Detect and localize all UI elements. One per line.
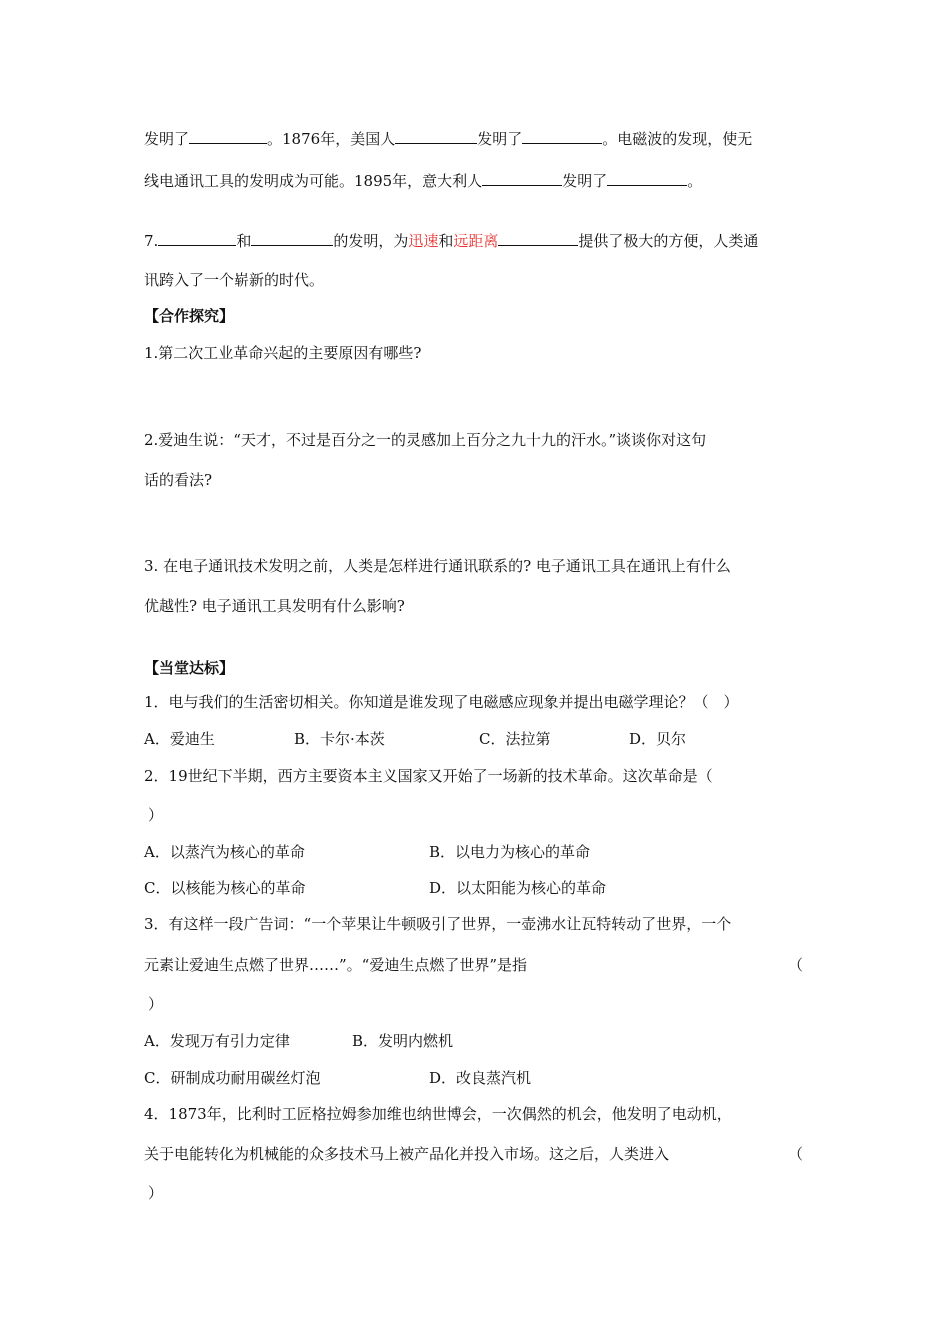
answer-blank[interactable] — [522, 128, 602, 144]
text: 提供了极大的方便，人类通 — [578, 232, 759, 250]
text: 的发明，为 — [333, 232, 409, 250]
test-q2-stem-line-2: ） — [148, 806, 164, 824]
text: 发明了 — [144, 130, 190, 148]
text: 发明了 — [477, 130, 523, 148]
test-q1-option-c[interactable]: C．法拉第 — [479, 730, 551, 748]
test-q3-option-b[interactable]: B．发明内燃机 — [352, 1032, 454, 1050]
test-q3-option-d[interactable]: D．改良蒸汽机 — [429, 1069, 532, 1087]
answer-blank[interactable] — [395, 128, 477, 144]
highlight-text: 迅速 — [408, 232, 439, 250]
coop-question-3-line-2: 优越性? 电子通讯工具发明有什么影响? — [144, 597, 405, 615]
test-q3-paren-close: ） — [148, 995, 164, 1013]
test-q1-option-b[interactable]: B．卡尔·本茨 — [294, 730, 385, 748]
test-q1-stem: 1．电与我们的生活密切相关。你知道是谁发现了电磁感应现象并提出电磁学理论？（ ） — [144, 693, 739, 711]
q7-line-1 — [144, 230, 758, 251]
q6-line-2 — [144, 170, 702, 191]
highlight-text: 远距离 — [453, 232, 499, 250]
test-q2-option-b[interactable]: B．以电力为核心的革命 — [429, 843, 591, 861]
test-q3-option-a[interactable]: A．发现万有引力定律 — [144, 1032, 290, 1050]
text: 线电通讯工具的发明成为可能。1895年，意大利人 — [144, 172, 483, 190]
test-q2-stem-line-1: 2．19世纪下半期，西方主要资本主义国家又开始了一场新的技术革命。这次革命是（ — [144, 767, 713, 785]
test-q4-stem-line-2: 关于电能转化为机械能的众多技术马上被产品化并投入市场。这之后，人类进入 — [144, 1145, 670, 1163]
answer-blank[interactable] — [189, 128, 267, 144]
section-heading-coop: 【合作探究】 — [144, 307, 235, 325]
answer-blank[interactable] — [482, 170, 562, 186]
answer-blank[interactable] — [607, 170, 687, 186]
test-q4-paren-open: （ — [788, 1145, 804, 1163]
text: 发明了 — [562, 172, 608, 190]
test-q2-option-c[interactable]: C．以核能为核心的革命 — [144, 879, 306, 897]
test-q3-stem-line-2: 元素让爱迪生点燃了世界……”。“爱迪生点燃了世界”是指 — [144, 956, 528, 974]
test-q3-paren-open: （ — [788, 956, 804, 974]
text: 。1876年，美国人 — [267, 130, 396, 148]
question-number: 7. — [144, 232, 159, 250]
text: 。 — [687, 172, 703, 190]
coop-question-3-line-1: 3. 在电子通讯技术发明之前，人类是怎样进行通讯联系的? 电子通讯工具在通讯上有什么 — [144, 557, 731, 575]
test-q2-option-d[interactable]: D．以太阳能为核心的革命 — [429, 879, 607, 897]
answer-blank[interactable] — [251, 230, 333, 246]
coop-question-2-line-2: 话的看法? — [144, 471, 213, 489]
text: 和 — [438, 232, 454, 250]
q6-line-1 — [144, 128, 752, 149]
test-q3-stem-line-1: 3．有这样一段广告词：“一个苹果让牛顿吸引了世界，一壶沸水让瓦特转动了世界，一个 — [144, 915, 732, 933]
coop-question-2-line-1: 2.爱迪生说：“天才，不过是百分之一的灵感加上百分之九十九的汗水。”谈谈你对这句 — [144, 431, 707, 449]
text: 和 — [236, 232, 252, 250]
coop-question-1: 1.第二次工业革命兴起的主要原因有哪些? — [144, 344, 422, 362]
test-q1-option-d[interactable]: D．贝尔 — [629, 730, 687, 748]
answer-blank[interactable] — [158, 230, 236, 246]
test-q3-option-c[interactable]: C．研制成功耐用碳丝灯泡 — [144, 1069, 321, 1087]
test-q1-option-a[interactable]: A．爱迪生 — [144, 730, 215, 748]
answer-blank[interactable] — [498, 230, 578, 246]
test-q2-option-a[interactable]: A．以蒸汽为核心的革命 — [144, 843, 305, 861]
section-heading-test: 【当堂达标】 — [144, 659, 235, 677]
q7-line-2: 讯跨入了一个崭新的时代。 — [144, 271, 325, 289]
test-q4-stem-line-1: 4．1873年，比利时工匠格拉姆参加维也纳世博会，一次偶然的机会，他发明了电动机， — [144, 1105, 732, 1123]
text: 。电磁波的发现，使无 — [602, 130, 753, 148]
test-q4-paren-close: ） — [148, 1184, 164, 1202]
